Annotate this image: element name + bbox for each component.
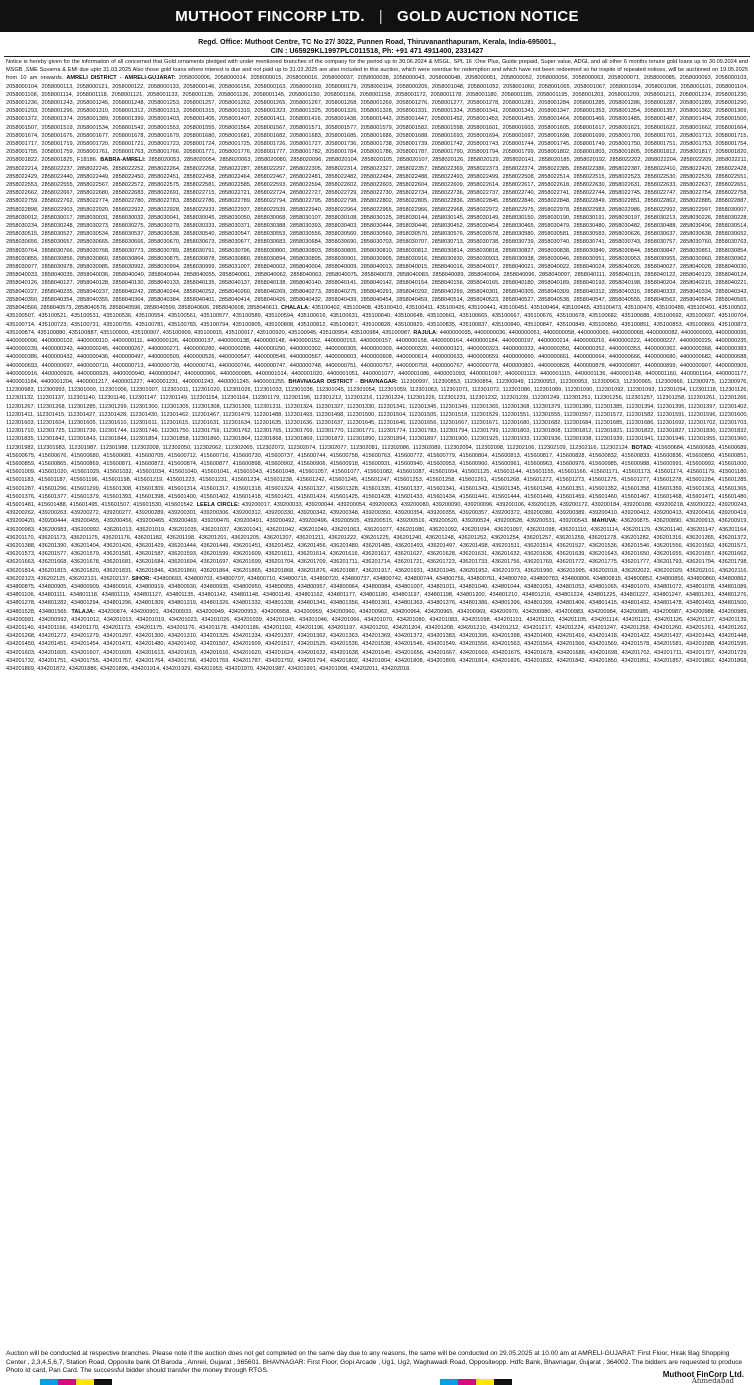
regd-office-line: Regd. Office: Muthoot Centre, TC No 27/ 3022, Punnen Road, Thiruvananthapuram, Kerala, India-695001.,	[198, 37, 556, 46]
colour-patch	[458, 1379, 476, 1385]
header-divider	[4, 56, 750, 57]
colour-patch	[76, 1379, 94, 1385]
notice-banner	[0, 0, 754, 32]
colour-patch	[494, 1379, 512, 1385]
colour-patch	[440, 1379, 458, 1385]
company-name: MUTHOOT FINCORP LTD.	[175, 7, 365, 25]
colour-patch	[94, 1379, 112, 1385]
loan-number-list: 434200874, 434200901, 434200933, 434200949, 434200953, 434200958, 434200959, 434200960, 434200962, 434200964, 434200965, 434200969, 434200970, 434200980, 434200983, 434200984, 434200985, 434200987, 434200988, 434200989, 434200991, 434200992, 434201012, 434201013, 434201019, 434201023, 434201026, 434201039, 434201045, 434201046, 434201066, 434201070, 434201080, 434201083, 434201098, 434201101, 434201103, 434201105, 434201114, 434201121, 434201126, 434201127, 434201139, 434201140, 434201166, 434201170, 434201173, 434201175, 434201176, 434201178, 434201186, 434201192, 434201196, 434201197, 434201202, 434201204, 434201208, 434201210, 434201212, 434201217, 434201224, 434201247, 434201258, 434201260, 434201261, 434201262, 434201268, 434201272, 434201279, 434201297, 434201300, 434201310, 434201325, 434201334, 434201337, 434201362, 434201363, 434201369, 434201372, 434201383, 434201395, 434201398, 434201400, 434201416, 434201418, 434201422, 434201437, 434201443, 434201448, 434201450, 434201451, 434201454, 434201471, 434201480, 434201492, 434201507, 434201509, 434201517, 434201525, 434201536, 434201538, 434201546, 434201549, 434201556, 434201563, 434201564, 434201566, 434201569, 434201578, 434201581, 434201588, 434201595, 434201603, 434201605, 434201607, 434201609, 434201613, 434201615, 434201616, 434201620, 434201624, 434201632, 434201638, 434201645, 434201656, 434201667, 434201669, 434201675, 434201678, 434201686, 434201698, 434201702, 434201711, 434201727, 434201729, 434201732, 434201751, 434201755, 434201757, 434201764, 434201766, 434201769, 434201787, 434201792, 434201794, 434201802, 434201804, 434201808, 434201809, 434201814, 434201826, 434201832, 434201842, 434201850, 434201851, 434201857, 434201862, 434201868, 434201869, 434201872, 434201886, 434201896, 434201914, 434201929, 434201953, 434201970, 434201987, 434201991, 434201998, 434202011, 434202018.	[6, 608, 748, 673]
colour-patch	[476, 1379, 494, 1385]
loan-number-list: 434800693, 434800703, 434800707, 434800710, 434800715, 434800720, 434800737, 434800742, 434800744, 434800756, 434800761, 434800769, 434800783, 434800806, 434800815, 434800852, 434800856, 434800860, 434800862, 434800875, 434800905, 434800909, 434800916, 434800919, 434800930, 434800935, 434800950, 434800955, 434800957, 434800964, 434800984, 434801007, 434801011, 434801040, 434801044, 434801051, 434801053, 434801065, 434801070, 434801072, 434801078, 434801089, 434801106, 434801111, 434801118, 434801119, 434801127, 434801135, 434801142, 434801148, 434801149, 434801162, 434801177, 434801180, 434801197, 434801198, 434801200, 434801210, 434801216, 434801224, 434801225, 434801227, 434801247, 434801261, 434801276, 434801278, 434801282, 434801294, 434801296, 434801309, 434801319, 434801326, 434801332, 434801338, 434801341, 434801356, 434801361, 434801363, 434801376, 434801386, 434801396, 434801399, 434801406, 434801415, 434801432, 434801478, 434801493, 434801500, 434801528, 434801565.	[6, 575, 748, 615]
signoff: Muthoot FinCorp Ltd.	[662, 1370, 744, 1379]
district-list	[6, 75, 748, 672]
loan-number-list: 4400000035, 4400000036, 4400000051, 4400000058, 4400000065, 4400000068, 4400000082, 4400000093, 4400000095, 4400000096, 4400000102, 4400000110, 4400000111, 4400000126, 4400000137, 4400000138, 4400000148, 4400000152, 4400000153, 4400000157, 4400000158, 4400000164, 4400000184, 4400000197, 4400000214, 4400000216, 4400000222, 4400000227, 4400000229, 4400000235, 4400000239, 4400000243, 4400000245, 4400000267, 4400000271, 4400000280, 4400000288, 4400000290, 4400000302, 4400000305, 4400000309, 4400000320, 4400000321, 4400000323, 4400000333, 4400000350, 4400000352, 4400000353, 4400000362, 4400000368, 4400000383, 4400000386, 4400000432, 4400000436, 4400000497, 4400000509, 4400000526, 4400000547, 4400000549, 4400000567, 4400000603, 4400000608, 4400000614, 4400000633, 4400000659, 4400000660, 4400000661, 4400000664, 4400000666, 4400000680, 4400000682, 4400000688, 4400000693, 4400000697, 4400000710, 4400000713, 4400000739, 4400000741, 4400000746, 4400000747, 4400000748, 4400000751, 4400000757, 4400000759, 4400000767, 4400000778, 4400000801, 4400000828, 4400000878, 4400000897, 4400000899, 4400000907, 4400000909, 4400000916, 4400000926, 4400000929, 4400000940, 4400000947, 4400000966, 4400000985, 4400001014, 4400001020, 4400001051, 4400001077, 4400001086, 4400001093, 4400001097, 4400001113, 4400001115, 4400001136, 4400001148, 4400001160, 4400001164, 4400001177, 4400001184, 4400001204, 4400001217, 4400001227, 4400001231, 4400001243, 4400001245, 4400001255.	[6, 329, 748, 385]
print-colour-bar-right	[440, 1379, 512, 1385]
closing-paragraph: Auction will be conducted at respective branches. Please note if the auction does not get completed on the same day due to any reasons, the same will be conducted on 29.05.2025 at 10.00 am at AMRELI-GUJARAT: First Floor, Hirak Bag Shopping Center , 2,3,4,5,6,7, Station Road, Opposite bank Of Baroda , Amreli, Gujarat , 365601. BHAVNAGAR: First Floor, Gopi Arcade , Ug1, Ug2, Waghawadi Road, Oppositeopp. Hdfc Bank, Bhavnagar, Gujarat , 364002. The bidders are requested to produce Photo Id card, Pan Card. The successful bidder should transfer the money through RTGS.	[6, 1350, 743, 1375]
notice-body	[6, 58, 748, 1348]
district-name: SIHOR:	[129, 575, 154, 582]
intro-paragraph: Notice is hereby given for the information of all concerned that Gold ornaments pledged with under mentioned branches of the company for the period up to 30.06.2024 & MSGL, SPL 16 :One Plus, Guide prepaid, Super value, ADGL and all other 6 months tenure gold loans up to 30.09.2024 and MSGB ,SME Suvarna & EMI due upto 31.03.2025 Also those gold loans where interest is due and not paid up to 31.03.2025 are also included in this auction, which were overdue for redemption and which have not been redeemed so far inspite of repeated notices, will be auctioned on 19.05.2025 from 10 am onwards.	[6, 59, 748, 82]
cin-line: CIN : U65929KL1997PLC011518, Ph: +91 471 4911400, 2331427	[270, 46, 484, 55]
district-name: RAJULA:	[411, 329, 440, 336]
district-name: LEELA CIRCLE:	[194, 501, 242, 508]
title-separator: |	[378, 7, 383, 25]
district-name: BABRA-AMRELI:	[97, 157, 149, 164]
loan-number-list: 439200017, 439200033, 439200044, 439200054, 439200063, 439200080, 439200090, 439200096, 439200106, 439200135, 439200172, 439200184, 439200188, 439200218, 439200222, 439200243, 439200262, 439200263, 439200272, 439200277, 439200289, 439200301, 439200306, 439200312, 439200330, 439200342, 439200348, 439200350, 439200354, 439200355, 439200357, 439200372, 439200380, 439200389, 439200410, 439200412, 439200413, 439200416, 439200419, 439200420, 439200444, 439200455, 439200456, 439200465, 439200469, 439200476, 439200491, 439200492, 439200496, 439200505, 439200515, 439200516, 439200520, 439200524, 439200528, 439200531, 439200543.	[6, 501, 748, 525]
district-name: AMRELI DISTRICT - AMRELI-GUJARAT:	[66, 75, 179, 82]
notice-title: GOLD AUCTION NOTICE	[397, 7, 579, 25]
loan-number-list: 435100402, 435100408, 435100410, 435100411, 435100426, 435100441, 435100451, 435100464, 435100465, 435100473, 435100476, 435100489, 435100491, 435100502, 435100507, 435100521, 435100531, 435100536, 435100554, 435100561, 435100577, 435100589, 435100594, 435100616, 435100631, 435100640, 435100648, 435100661, 435100665, 435100667, 435100676, 435100678, 435100682, 435100688, 435100692, 435100697, 435100704, 435100714, 435100723, 435100731, 435100755, 435100781, 435100783, 435100794, 435100805, 435100808, 435100812, 435100827, 435100828, 435100829, 435100835, 435100837, 435100840, 435100847, 435100849, 435100850, 435100851, 435100853, 435100869, 435100873, 435100874, 435100880, 435100887, 435100900, 435100907, 435100909, 435100915, 435100917, 435100920, 435100945, 435100954, 435100984, 435100987.	[6, 305, 748, 336]
district-name: CHALALA:	[279, 305, 312, 312]
district-name: MAHUVA:	[588, 518, 621, 525]
loan-number-list: 415600684, 415600685, 415600689, 415600675, 415600676, 415600680, 415600681, 415600705, 415600712, 415600716, 415600730, 415600737, 415600744, 415600758, 415600763, 415600772, 415600779, 415600804, 415600813, 415600817, 415600828, 415600832, 415600833, 415600836, 415600850, 415600851, 415600859, 415600865, 415600869, 415600871, 415600872, 415600874, 415600877, 415600898, 415600902, 415600906, 415600918, 415600931, 415600940, 415600953, 415600960, 415600961, 415600963, 415600976, 415600985, 415600988, 415600991, 415600992, 415601000, 415601009, 415601020, 415601029, 415601032, 415601034, 415601040, 415601041, 415601043, 415601048, 415601057, 415601077, 415601082, 415601087, 415601094, 415601125, 415601144, 415601155, 415601166, 415601171, 415601173, 415601174, 415601179, 415601180, 415601183, 415601187, 415601196, 415601198, 415601219, 415601223, 415601231, 415601234, 415601238, 415601242, 415601245, 415601247, 415601253, 415601258, 415601261, 415601268, 415601272, 415601273, 415601275, 415601277, 415601278, 415601284, 415601285, 415601287, 415601296, 415601299, 415601308, 415601309, 415601314, 415601317, 415601318, 415601324, 415601327, 415601328, 415601335, 415601337, 415601341, 415601343, 415601345, 415601348, 415601351, 415601352, 415601358, 415601359, 415601363, 415601365, 415601376, 415601377, 415601379, 415601393, 415601398, 415601400, 415601402, 415601418, 415601421, 415601424, 415601425, 415601428, 415601433, 415601434, 415601441, 415601444, 415601449, 415601459, 415601460, 415601467, 415601468, 415601471, 415601480, 415601481, 415601488, 415601495, 415601507, 415601530, 415601542.	[6, 444, 748, 508]
colour-patch	[58, 1379, 76, 1385]
loan-number-list: 436200875, 436200890, 436200913, 436200919, 436200983, 436200983, 436200992, 436201013, 436201019, 436201035, 436201037, 436201041, 436201042, 436201049, 436201063, 436201077, 436201080, 436201092, 436201094, 436201097, 436201098, 436201110, 436201114, 436201129, 436201140, 436201147, 436201164, 436201170, 436201173, 436201175, 436201176, 436201182, 436201198, 436201201, 436201205, 436201207, 436201211, 436201222, 436201225, 436201240, 436201248, 436201252, 436201254, 436201257, 436201259, 436201278, 436201282, 436201316, 436201365, 436201372, 436201388, 436201390, 436201404, 436201426, 436201429, 436201444, 436201449, 436201451, 436201452, 436201456, 436201480, 436201485, 436201493, 436201497, 436201498, 436201511, 436201514, 436201527, 436201536, 436201546, 436201556, 436201562, 436201571, 436201573, 436201577, 436201579, 436201581, 436201587, 436201593, 436201599, 436201609, 436201611, 436201614, 436201616, 436201617, 436201627, 436201628, 436201631, 436201632, 436201636, 436201639, 436201643, 436201650, 436201655, 436201657, 436201662, 436201663, 436201668, 436201678, 436201681, 436201684, 436201694, 436201697, 436201699, 436201704, 436201709, 436201711, 436201714, 436201721, 436201723, 436201733, 436201756, 436201769, 436201772, 436201775, 436201777, 436201793, 436201794, 436201798, 436201814, 436201815, 436201820, 436201831, 436201846, 436201860, 436201864, 436201865, 436201868, 436201876, 436201887, 436201917, 436201931, 436201945, 436201952, 436201973, 436201990, 436201995, 436202018, 436202022, 436202029, 436202101, 436202116, 436202123, 436202125, 436202131, 436202137.	[6, 518, 748, 582]
print-colour-bar-left	[40, 1379, 112, 1385]
district-name: TALAJA:	[68, 608, 98, 615]
footer-place: Ahmedabad	[691, 1377, 734, 1385]
loan-number-list: 2058000006, 2058000014, 2058000015, 2058000016, 2058000037, 2058000038, 2058000043, 2058000048, 2058000051, 2058000052, 2058000056, 2058000063, 2058000071, 2058000085, 2058000093, 2058000103, 2058000104, 2058000113, 2058000121, 2058000122, 2058000133, 2058000146, 2058000156, 2058000163, 2058000169, 2058000179, 2058000194, 2058000205, 2058001048, 2058001052, 2058001060, 2058001065, 2058001067, 2058001094, 2058001098, 2058001101, 2058001104, 2058001108, 2058001114, 2058001118, 2058001121, 2058001133, 2058001135, 2058001136, 2058001145, 2058001150, 2058001156, 2058001158, 2058001172, 2058001178, 2058001180, 2058001185, 2058001195, 2058001203, 2058001209, 2058001211, 2058001224, 2058001230, 2058001236, 2058001243, 2058001245, 2058001248, 2058001253, 2058001257, 2058001262, 2058001265, 2058001267, 2058001268, 2058001269, 2058001276, 2058001277, 2058001278, 2058001281, 2058001284, 2058001285, 2058001286, 2058001287, 2058001289, 2058001290, 2058001293, 2058001296, 2058001310, 2058001312, 2058001313, 2058001315, 2058001319, 2058001323, 2058001325, 2058001326, 2058001328, 2058001331, 2058001334, 2058001341, 2058001343, 2058001347, 2058001353, 2058001354, 2058001357, 2058001362, 2058001369, 2058001372, 2058001374, 2058001389, 2058001399, 2058001403, 2058001405, 2058001407, 2058001411, 2058001416, 2058001438, 2058001443, 2058001447, 2058001452, 2058001453, 2058001455, 2058001464, 2058001466, 2058001485, 2058001487, 2058001494, 2058001500, 2058001507, 2058001519, 2058001534, 2058001542, 2058001553, 2058001555, 2058001564, 2058001567, 2058001571, 2058001577, 2058001579, 2058001582, 2058001598, 2058001601, 2058001603, 2058001605, 2058001617, 2058001621, 2058001622, 2058001662, 2058001664, 2058001674, 2058001676, 2058001677, 2058001678, 2058001679, 2058001680, 2058001681, 2058001682, 2058001683, 2058001685, 2058001686, 2058001688, 2058001693, 2058001694, 2058001697, 2058001698, 2058001699, 2058001700, 2058001701, 2058001713, 2058001715, 2058001717, 2058001719, 2058001720, 2058001721, 2058001723, 2058001724, 2058001725, 2058001726, 2058001727, 2058001736, 2058001738, 2058001739, 2058001742, 2058001743, 2058001744, 2058001745, 2058001749, 2058001750, 2058001751, 2058001753, 2058001754, 2058001755, 2058001759, 2058001761, 2058001763, 2058001766, 2058001771, 2058001776, 2058001777, 2058001782, 2058001784, 2058001786, 2058001787, 2058001790, 2058001794, 2058001799, 2058001802, 2058001803, 2058001805, 2058001812, 2058001817, 2058001820, 2058001822, 2058001825, F18186.	[6, 75, 748, 164]
loan-number-list: 112300997, 112300853, 112300854, 112300949, 112300952, 112300953, 112300963, 112300965, 112300966, 112300975, 112300976, 112300983, 112300993, 112301000, 112301006, 112301007, 112301011, 112301020, 112301026, 112301033, 112301038, 112301045, 112301054, 112301059, 112301063, 112301071, 112301072, 112301086, 112301089, 112301090, 112301092, 112301093, 112301094, 112301118, 112301126, 112301132, 112301137, 112301140, 112301146, 112301147, 112301149, 112301154, 112301164, 112301179, 112301196, 112301212, 112301216, 112301224, 112301226, 112301231, 112301232, 112301239, 112301249, 112301251, 112301256, 112301257, 112301258, 112301261, 112301266, 112301267, 112301268, 112301285, 112301299, 112301300, 112301305, 112301308, 112301309, 112301311, 112301324, 112301327, 112301330, 112301341, 112301345, 112301349, 112301365, 112301368, 112301379, 112301380, 112301385, 112301394, 112301395, 112301397, 112301402, 112301411, 112301415, 112301427, 112301428, 112301430, 112301462, 112301467, 112301479, 112301488, 112301493, 112301498, 112301500, 112301504, 112301505, 112301518, 112301529, 112301551, 112301555, 112301557, 112301572, 112301582, 112301591, 112301596, 112301600, 112301603, 112301604, 112301605, 112301610, 112301611, 112301615, 112301631, 112301634, 112301635, 112301636, 112301637, 112301645, 112301646, 112301656, 112301667, 112301671, 112301680, 112301682, 112301684, 112301685, 112301686, 112301692, 112301702, 112301703, 112301710, 112301725, 112301739, 112301744, 112301746, 112301750, 112301759, 112301762, 112301765, 112301769, 112301770, 112301771, 112301774, 112301783, 112301794, 112301799, 112301803, 112301808, 112301812, 112301821, 112301822, 112301827, 112301830, 112301832, 112301835, 112301842, 112301843, 112301844, 112301854, 112301858, 112301860, 112301864, 112301868, 112301869, 112301872, 112301890, 112301894, 112301897, 112301900, 112301925, 112301933, 112301936, 112301938, 112301939, 112301941, 112301946, 112301955, 112301960, 112301982, 112301983, 112301987, 112301988, 112302008, 112302050, 112302062, 112302065, 112302072, 112302074, 112302077, 112302081, 112302086, 112302089, 112302094, 112302098, 112302106, 112302109, 112302116, 112302124.	[6, 378, 748, 451]
loan-number-list: 2858020053, 2858020054, 2858020063, 2858020080, 2858020096, 2858020104, 2858020105, 2858020107, 2858020126, 2858020129, 2858020141, 2858020185, 2858020192, 2858022202, 2858022204, 2858022209, 2858022211, 2858022214, 2858022237, 2858022245, 2858022252, 2858022264, 2858022268, 2858022287, 2858022297, 2858022305, 2858022314, 2858022327, 2858022357, 2858022369, 2858022373, 2858022374, 2858022385, 2858022386, 2858022387, 2858022410, 2858022420, 2858022428, 2858022429, 2858022440, 2858022449, 2858022450, 2858022451, 2858022458, 2858022464, 2858022467, 2858022481, 2858022482, 2858022484, 2858022488, 2858022493, 2858022499, 2858022508, 2858022514, 2858022515, 2858022523, 2858022530, 2858022539, 2858022551, 2858022553, 2858022555, 2858022567, 2858022572, 2858022575, 2858022581, 2858022585, 2858022593, 2858022594, 2858022602, 2858022603, 2858022604, 2858022609, 2858022614, 2858022617, 2858022618, 2858022630, 2858022631, 2858022633, 2858022637, 2858022651, 2858022662, 2858022667, 2858022680, 2858022683, 2858022691, 2858022715, 2858022721, 2858022724, 2858022727, 2858022729, 2858022730, 2858022734, 2858022736, 2858022737, 2858022740, 2858022741, 2858022744, 2858022745, 2858022747, 2858022754, 2858022758, 2858022759, 2858022762, 2858022774, 2858022780, 2858022783, 2858022786, 2858022789, 2858022794, 2858022795, 2858022798, 2858022802, 2858022805, 2858022836, 2858022845, 2858022846, 2858022848, 2858022849, 2858022851, 2858022862, 2858022885, 2858022887, 2858022898, 2858022903, 2858022920, 2858022922, 2858022928, 2858022933, 2858022937, 2858022939, 2858022940, 2858022964, 2858022965, 2858022966, 2858022968, 2858022972, 2858022975, 2858022978, 2858022983, 2858022986, 2858022992, 2858022997, 2858030007, 2858030012, 2858030017, 2858030031, 2858030032, 2858030041, 2858030045, 2858030050, 2858030068, 2858030107, 2858030108, 2858030125, 2858030144, 2858030145, 2858030149, 2858030150, 2858030190, 2858030191, 2858030197, 2858030213, 2858030226, 2858030228, 2858030234, 2858030248, 2858030273, 2858030275, 2858030279, 2858030333, 2858030371, 2858030388, 2858030393, 2858030403, 2858030444, 2858030446, 2858030452, 2858030454, 2858030465, 2858030479, 2858030480, 2858030482, 2858030488, 2858030496, 2858030514, 2858030515, 2858030527, 2858030534, 2858030537, 2858030538, 2858030540, 2858030547, 2858030553, 2858030556, 2858030560, 2858030569, 2858030570, 2858030576, 2858030578, 2858030580, 2858030581, 2858030583, 2858030626, 2858030637, 2858030638, 2858030652, 2858030656, 2858030657, 2858030665, 2858030666, 2858030670, 2858030673, 2858030677, 2858030683, 2858030684, 2858030690, 2858030703, 2858030707, 2858030713, 2858030738, 2858030739, 2858030740, 2858030741, 2858030743, 2858030757, 2858030760, 2858030763, 2858030764, 2858030766, 2858030768, 2858030773, 2858030789, 2858030791, 2858030796, 2858030800, 2858030803, 2858030805, 2858030810, 2858030812, 2858030814, 2858030818, 2858030827, 2858030838, 2858030840, 2858030844, 2858030847, 2858030851, 2858030854, 2858030855, 2858030856, 2858030860, 2858030864, 2858030875, 2858030878, 2858030880, 2858030894, 2858030895, 2858030901, 2858030905, 2858030916, 2858030930, 2858030933, 2858030938, 2858030946, 2858030951, 2858030953, 2858030955, 2858030960, 2858030962, 2858030977, 2858030978, 2858030985, 2858030992, 2858030994, 2858030999, 2858031007, 2858040002, 2858040004, 2858040009, 2858040013, 2858040015, 2858040016, 2858040017, 2858040021, 2858040022, 2858040024, 2858040026, 2858040027, 2858040028, 2858040030, 2858040033, 2858040035, 2858040036, 2858040040, 2858040044, 2858040055, 2858040061, 2858040062, 2858040063, 2858040075, 2858040078, 2858040083, 2858040089, 2858040094, 2858040096, 2858040097, 2858040111, 2858040115, 2858040122, 2858040123, 2858040124, 2858040126, 2858040127, 2858040128, 2858040130, 2858040133, 2858040135, 2858040137, 2858040138, 2858040140, 2858040141, 2858040142, 2858040154, 2858040156, 2858040165, 2858040180, 2858040189, 2858040193, 2858040198, 2858040204, 2858040215, 2858040221, 2858040227, 2858040235, 2858040237, 2858040242, 2858040244, 2858040252, 2858040260, 2858040269, 2858040273, 2858040275, 2858040291, 2858040292, 2858040299, 2858040301, 2858040305, 2858040309, 2858040312, 2858040316, 2858040332, 2858040334, 2858040343, 2858040350, 2858040354, 2858040355, 2858040364, 2858040384, 2858040401, 2858040414, 2858040426, 2858040432, 2858040439, 2858040454, 2858040459, 2858040514, 2858040523, 2858040527, 2858040538, 2858040547, 2858040555, 2858040562, 2858040564, 2858040565, 2858040566, 2858040573, 2858040578, 2858040596, 2858040599, 2858040606, 2858040608, 2858040611.	[6, 157, 748, 312]
district-name: BHAVNAGAR DISTRICT - BHAVNAGAR:	[285, 378, 401, 385]
district-name: BOTAD:	[629, 444, 656, 451]
colour-patch	[40, 1379, 58, 1385]
registered-office-block	[8, 37, 746, 55]
